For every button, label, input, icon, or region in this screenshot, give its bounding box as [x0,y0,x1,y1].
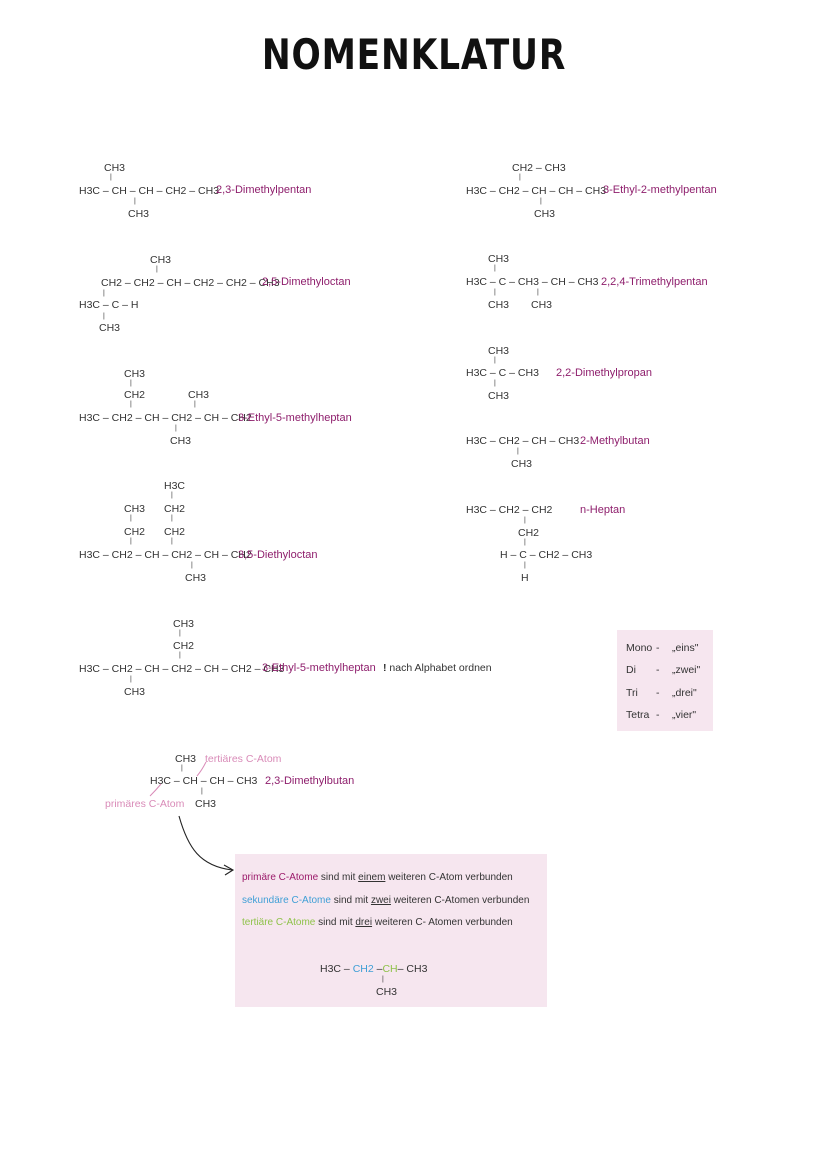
bond: | [191,562,193,569]
bond: | [130,676,132,683]
bond: | [110,174,112,181]
bond: | [494,289,496,296]
substituent: CH3 [185,572,207,584]
info-line-tertiary [242,917,513,928]
substituent: CH2 [124,526,146,538]
bond: | [179,652,181,659]
bond: | [130,538,132,545]
bond: | [537,289,539,296]
main-chain: CH2 – CH2 – CH – CH2 – CH2 – CH3 [101,277,280,289]
compound-name: 2,3-Dimethylbutan [265,775,355,787]
main-chain: H3C – CH2 – CH – CH2 – CH – CH2 [79,549,252,561]
main-chain: H3C – CH2 – CH – CH3 [466,435,580,447]
substituent: CH3 [150,254,172,266]
substituent: CH2 [518,527,540,539]
prefix-dash: - [656,664,660,676]
formula-substituent: CH3 [376,986,398,998]
main-chain: H3C – CH2 – CH – CH2 – CH – CH2 [79,412,252,424]
bond: | [171,538,173,545]
substituent: CH3 [99,322,121,334]
main-chain: H3C – CH – CH – CH3 [150,775,258,787]
bond: | [130,380,132,387]
substituent: CH2 [164,503,186,515]
compound-name: 3-Ethyl-2-methylpentan [603,184,717,196]
substituent: CH3 [188,389,210,401]
substituent: CH2 [164,526,186,538]
substituent: CH3 [173,618,195,630]
primary-label: primäres C-Atom [105,798,185,810]
bond: | [524,517,526,524]
info-count: zwei [370,895,391,906]
compound-name: 3,5-Diethyloctan [238,549,318,561]
branch: H3C – C – H [79,299,139,311]
info-text: sind mit [333,895,369,906]
substituent: CH3 [488,390,510,402]
bond: | [134,198,136,205]
info-text: weiteren C-Atomen verbunden [393,895,530,906]
bond: | [181,765,183,772]
info-text: sind mit [318,917,353,928]
primary-term: primäre C-Atome [242,872,319,883]
example-formula [320,963,427,975]
info-line-secondary [242,895,529,906]
main-chain: H3C – C – CH3 [466,367,539,379]
secondary-term: sekundäre C-Atome [242,895,331,906]
substituent: CH3 [175,753,197,765]
compound-name: n-Heptan [580,504,626,516]
arrow-line [179,816,232,870]
prefix-meaning: „eins" [672,642,699,654]
main-chain: H3C – CH – CH – CH2 – CH3 [79,185,220,197]
substituent: CH3 [488,253,510,265]
bond: | [519,174,521,181]
info-text: sind mit [320,872,356,883]
substituent: CH2 [173,640,195,652]
substituent: CH3 [195,798,217,810]
bond: | [130,401,132,408]
tertiary-pointer [197,762,206,776]
substituent: CH3 [124,503,146,515]
note-text: nach Alphabet ordnen [389,662,492,674]
tertiary-term: tertiäre C-Atome [242,917,316,928]
bond: | [382,976,384,983]
exclamation-icon: ! [383,662,390,674]
info-text: weiteren C- Atomen verbunden [374,917,513,928]
main-chain: H3C – CH2 – CH2 [466,504,553,516]
substituent: CH3 [534,208,556,220]
info-text: weiteren C-Atom verbunden [388,872,513,883]
bond: | [130,515,132,522]
substituent: CH3 [104,162,126,174]
compound-name: 2,3-Dimethylpentan [216,184,312,196]
bond: | [524,562,526,569]
formula-part: – [376,963,383,975]
formula-tertiary: CH [382,963,398,975]
primary-pointer [150,784,161,796]
bond: | [171,515,173,522]
prefix-mono: Mono [626,642,653,654]
compound-name: 2-Methylbutan [580,435,650,447]
bond: | [171,492,173,499]
formula-part: – CH3 [397,963,428,975]
bond: | [524,539,526,546]
bond: | [494,357,496,364]
info-line-primary [242,872,513,883]
prefix-tri: Tri [626,687,638,699]
bond: | [179,630,181,637]
substituent: CH3 [488,299,510,311]
page-title: NOMENKLATUR [261,30,567,79]
formula-secondary: CH2 [352,963,374,975]
substituent: CH3 [511,458,533,470]
compound-name: 2,2,4-Trimethylpentan [601,276,708,288]
main-chain: H3C – C – CH3 – CH – CH3 [466,276,599,288]
prefix-meaning: „zwei" [672,664,701,676]
bond: | [103,313,105,320]
substituent: CH2 – CH3 [512,162,566,174]
substituent: CH3 [128,208,150,220]
prefix-di: Di [626,664,636,676]
formula-part: H3C – [320,963,350,975]
compound-name: 2,5-Dimethyloctan [262,276,351,288]
bond: | [540,198,542,205]
bond: | [103,290,105,297]
prefix-meaning: „vier" [672,709,697,721]
compound-name: 3-Ethyl-5-methylheptan [262,662,376,674]
prefix-dash: - [656,709,660,721]
compound-name: 2,2-Dimethylpropan [556,367,652,379]
substituent: H [521,572,529,584]
chain-row: H – C – CH2 – CH3 [500,549,593,561]
substituent: CH3 [124,368,146,380]
substituent: CH3 [170,435,192,447]
bond: | [156,266,158,273]
bond: | [517,448,519,455]
tertiary-label: tertiäres C-Atom [205,753,282,765]
bond: | [201,788,203,795]
bond: | [175,425,177,432]
info-count: einem [358,872,386,883]
substituent: H3C [164,480,186,492]
main-chain: H3C – CH2 – CH – CH2 – CH – CH2 – CH3 [79,663,285,675]
bond: | [194,401,196,408]
prefix-dash: - [656,642,660,654]
prefix-meaning: „drei" [672,687,697,699]
substituent: CH2 [124,389,146,401]
main-chain: H3C – CH2 – CH – CH – CH3 [466,185,607,197]
bond: | [494,265,496,272]
substituent: CH3 [124,686,146,698]
bond: | [494,380,496,387]
prefix-tetra: Tetra [626,709,650,721]
prefix-dash: - [656,687,660,699]
compound-name: 3-Ethyl-5-methylheptan [238,412,352,424]
substituent: CH3 [531,299,553,311]
info-count: drei [355,917,373,928]
substituent: CH3 [488,345,510,357]
